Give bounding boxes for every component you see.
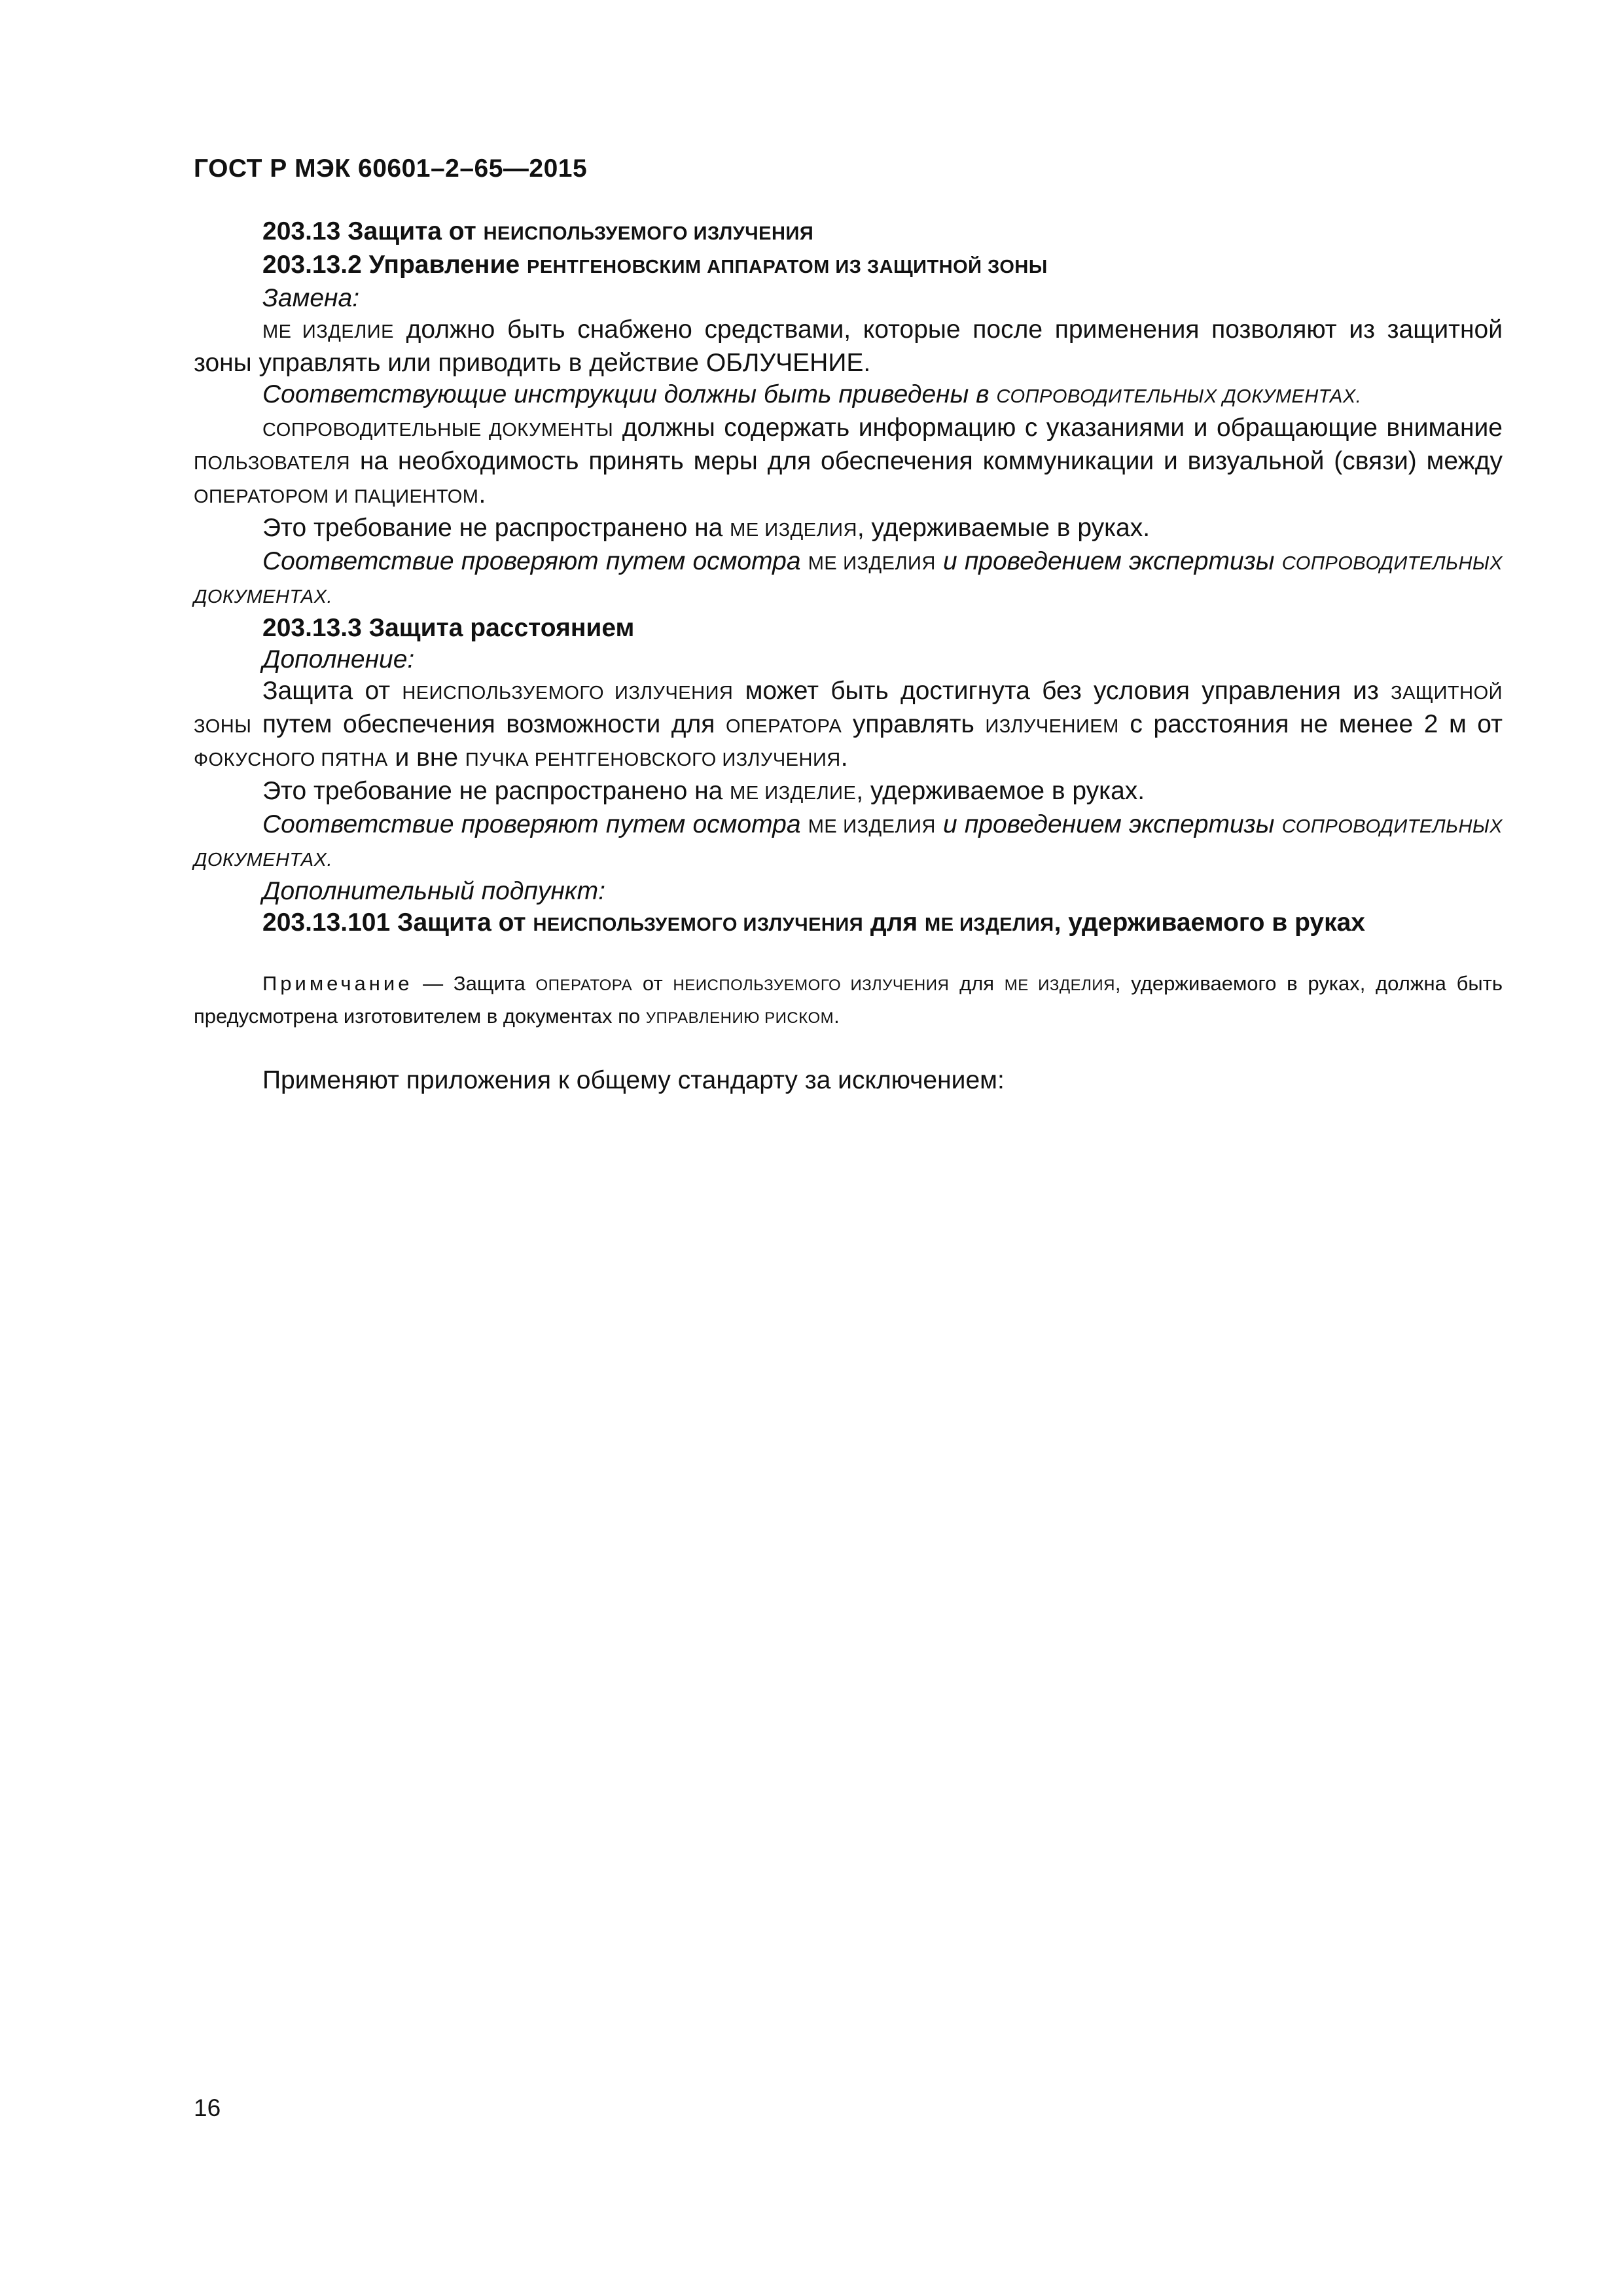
term: ЗАЩИТНОЙ ЗОНЫ xyxy=(194,683,1503,737)
term: ФОКУСНОГО ПЯТНА xyxy=(194,749,388,770)
additional-subclause-label: Дополнительный подпункт: xyxy=(262,877,605,905)
text: от xyxy=(632,972,673,995)
heading-text: для xyxy=(863,908,925,937)
replacement-label: Замена: xyxy=(262,284,360,312)
text: и проведением экспертизы xyxy=(935,810,1282,838)
section-heading-203-13-2 xyxy=(194,249,1503,283)
term: СОПРОВОДИТЕЛЬНЫХ ДОКУМЕНТАХ. xyxy=(194,816,1503,870)
term: ПОЛЬЗОВАТЕЛЯ xyxy=(194,453,351,474)
paragraph xyxy=(194,379,1503,412)
heading-text: Защита от xyxy=(397,908,533,937)
text: с расстояния не менее 2 м от xyxy=(1118,710,1503,738)
page-number: 16 xyxy=(194,2094,221,2121)
paragraph xyxy=(194,776,1503,809)
compliance-paragraph xyxy=(194,809,1503,876)
note xyxy=(194,968,1503,1033)
section-number: 203.13 xyxy=(262,217,341,245)
heading-term: НЕИСПОЛЬЗУЕМОГО ИЗЛУЧЕНИЯ xyxy=(533,914,864,935)
term: ИЗЛУЧЕНИЕМ xyxy=(985,716,1119,737)
paragraph xyxy=(194,675,1503,776)
paragraph xyxy=(194,512,1503,546)
text: , удерживаемое в руках. xyxy=(856,777,1145,805)
heading-term: МЕ ИЗДЕЛИЯ xyxy=(925,914,1054,935)
term: МЕ ИЗДЕЛИЯ xyxy=(808,553,936,574)
term: ПУЧКА РЕНТГЕНОВСКОГО ИЗЛУЧЕНИЯ xyxy=(465,749,841,770)
term: МЕ ИЗДЕЛИЯ xyxy=(808,816,936,837)
term: УПРАВЛЕНИЮ РИСКОМ xyxy=(645,1009,834,1027)
heading-term: НЕИСПОЛЬЗУЕМОГО ИЗЛУЧЕНИЯ xyxy=(483,223,814,244)
text: . xyxy=(834,1005,840,1028)
addition-label: Дополнение: xyxy=(262,645,415,673)
paragraph xyxy=(194,314,1503,379)
heading-text: Защита расстоянием xyxy=(368,614,635,642)
term: НЕИСПОЛЬЗУЕМОГО ИЗЛУЧЕНИЯ xyxy=(673,977,950,994)
text: на необходимость принять меры для обеспечения коммуникации и визуальной (связи) между xyxy=(350,447,1503,475)
text: должно быть снабжено средствами, которые после применения позволяют из защитной зоны управлять или приводить в действие ОБЛУЧЕНИЕ. xyxy=(194,315,1503,377)
text: Соответствующие инструкции должны быть приведены в xyxy=(262,380,997,408)
text: , удерживаемого в руках, должна быть предусмотрена изготовителем в документах по xyxy=(194,972,1503,1028)
text: и проведением экспертизы xyxy=(935,547,1282,575)
paragraph xyxy=(194,412,1503,512)
text: . xyxy=(840,744,848,772)
term: НЕИСПОЛЬЗУЕМОГО ИЗЛУЧЕНИЯ xyxy=(402,683,734,704)
final-paragraph: Применяют приложения к общему стандарту за исключением: xyxy=(262,1066,1005,1094)
heading-text: Защита от xyxy=(348,217,476,245)
term: МЕ ИЗДЕЛИЕ xyxy=(262,321,394,342)
term: СОПРОВОДИТЕЛЬНЫХ ДОКУМЕНТАХ. xyxy=(996,386,1362,407)
page-content xyxy=(194,216,1503,1096)
term: СОПРОВОДИТЕЛЬНЫХ ДОКУМЕНТАХ. xyxy=(194,553,1503,607)
section-heading-203-13 xyxy=(194,216,1503,249)
note-label: Примечание xyxy=(262,972,413,995)
term: СОПРОВОДИТЕЛЬНЫЕ ДОКУМЕНТЫ xyxy=(262,420,614,440)
section-number: 203.13.101 xyxy=(262,908,391,937)
text: Соответствие проверяют путем осмотра xyxy=(262,810,808,838)
text: Это требование не распространено на xyxy=(262,514,730,542)
section-number: 203.13.3 xyxy=(262,614,362,642)
text: может быть достигнута без условия управления из xyxy=(733,677,1391,705)
text: путем обеспечения возможности для xyxy=(251,710,726,738)
text: управлять xyxy=(842,710,986,738)
text: , удерживаемые в руках. xyxy=(857,514,1150,542)
page-header: ГОСТ Р МЭК 60601–2–65—2015 xyxy=(194,154,588,183)
term: МЕ ИЗДЕЛИЯ xyxy=(1004,977,1115,994)
compliance-paragraph xyxy=(194,546,1503,613)
term: МЕ ИЗДЕЛИЕ xyxy=(730,783,857,804)
heading-text: Управление xyxy=(368,251,520,279)
text: . xyxy=(478,480,486,509)
section-heading-203-13-3 xyxy=(194,613,1503,644)
text: для xyxy=(949,972,1005,995)
term: МЕ ИЗДЕЛИЯ xyxy=(730,520,857,541)
text: Защита от xyxy=(262,677,402,705)
text: и вне xyxy=(387,744,465,772)
section-number: 203.13.2 xyxy=(262,251,362,279)
text: — Защита xyxy=(412,972,536,995)
term: ОПЕРАТОРОМ И ПАЦИЕНТОМ xyxy=(194,486,479,507)
text: должны содержать информацию с указаниями и обращающие внимание xyxy=(613,414,1503,442)
section-heading-203-13-101 xyxy=(194,907,1503,941)
heading-term: РЕНТГЕНОВСКИМ АППАРАТОМ ИЗ ЗАЩИТНОЙ ЗОНЫ xyxy=(526,257,1048,278)
heading-text: , удерживаемого в руках xyxy=(1054,908,1365,937)
term: ОПЕРАТОРА xyxy=(535,977,633,994)
text: Соответствие проверяют путем осмотра xyxy=(262,547,808,575)
text: Это требование не распространено на xyxy=(262,777,730,805)
term: ОПЕРАТОРА xyxy=(725,716,842,737)
